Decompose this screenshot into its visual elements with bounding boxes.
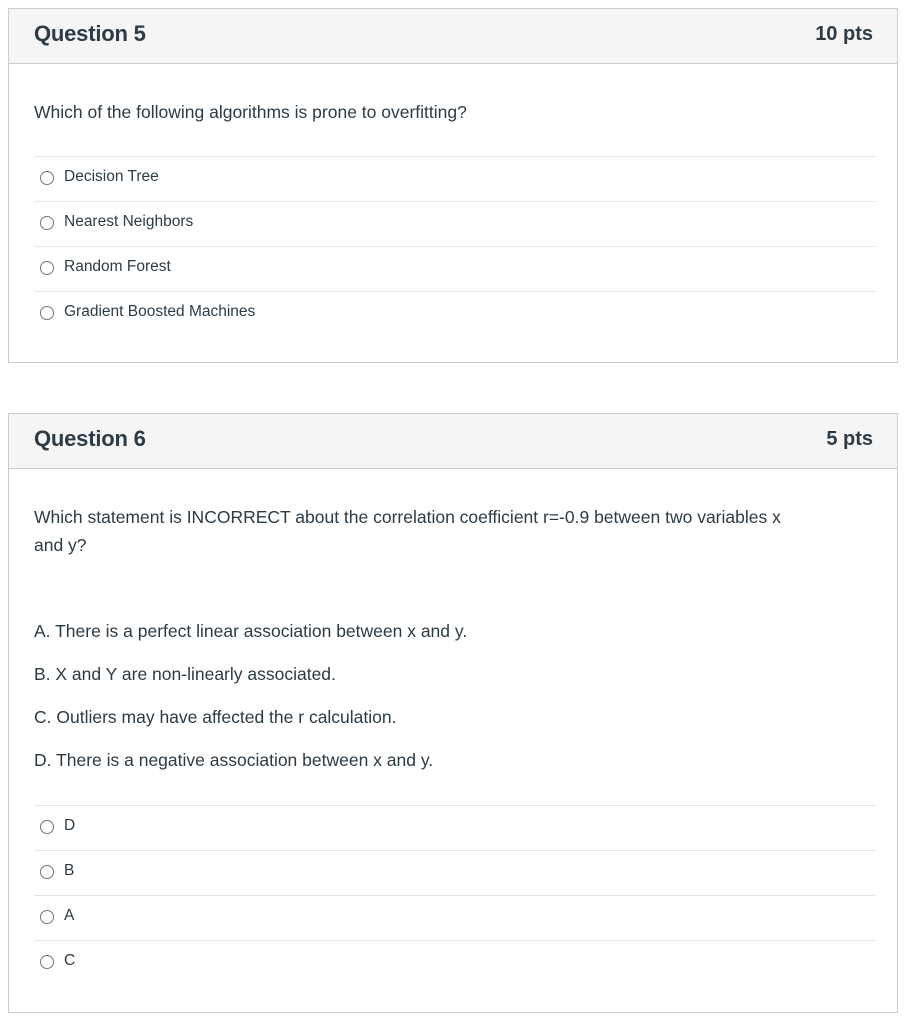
answer-label: Decision Tree bbox=[64, 168, 159, 185]
question-6-prompt-line-1: Which statement is INCORRECT about the correlation coefficient r=-0.9 between two variables x bbox=[34, 507, 781, 527]
statement-d: D. There is a negative association between x and y. bbox=[34, 750, 434, 770]
question-6-prompt-line-2: and y? bbox=[34, 535, 87, 555]
question-6-title: Question 6 bbox=[34, 426, 146, 451]
statement-c: C. Outliers may have affected the r calculation. bbox=[34, 707, 397, 727]
radio-unselected-icon[interactable] bbox=[40, 261, 54, 275]
answer-option[interactable] bbox=[34, 246, 876, 291]
answer-option[interactable] bbox=[34, 201, 876, 246]
statement-b: B. X and Y are non-linearly associated. bbox=[34, 664, 336, 684]
answer-option[interactable] bbox=[34, 156, 876, 201]
answer-label: D bbox=[64, 817, 76, 834]
radio-unselected-icon[interactable] bbox=[40, 306, 54, 320]
answer-label: Gradient Boosted Machines bbox=[64, 303, 256, 320]
answer-option[interactable] bbox=[34, 805, 876, 850]
radio-unselected-icon[interactable] bbox=[40, 820, 54, 834]
radio-unselected-icon[interactable] bbox=[40, 171, 54, 185]
question-5-points: 10 pts bbox=[815, 23, 873, 45]
answer-label: B bbox=[64, 862, 75, 879]
question-6-card bbox=[8, 413, 898, 1013]
question-6-answers bbox=[34, 805, 876, 985]
radio-unselected-icon[interactable] bbox=[40, 910, 54, 924]
radio-unselected-icon[interactable] bbox=[40, 955, 54, 969]
question-5-title: Question 5 bbox=[34, 21, 146, 46]
question-6-points: 5 pts bbox=[826, 428, 873, 450]
answer-option[interactable] bbox=[34, 850, 876, 895]
radio-unselected-icon[interactable] bbox=[40, 216, 54, 230]
question-5-card bbox=[8, 8, 898, 363]
radio-unselected-icon[interactable] bbox=[40, 865, 54, 879]
answer-label: Random Forest bbox=[64, 258, 171, 275]
answer-option[interactable] bbox=[34, 895, 876, 940]
question-5-header bbox=[9, 9, 897, 64]
answer-option[interactable] bbox=[34, 291, 876, 336]
answer-option[interactable] bbox=[34, 940, 876, 985]
answer-label: C bbox=[64, 952, 76, 969]
question-5-prompt: Which of the following algorithms is prone to overfitting? bbox=[34, 102, 467, 122]
question-5-answers bbox=[34, 156, 876, 336]
answer-label: A bbox=[64, 907, 75, 924]
answer-label: Nearest Neighbors bbox=[64, 213, 194, 230]
question-6-header bbox=[9, 414, 897, 469]
question-6-prompt bbox=[34, 503, 781, 559]
statement-a: A. There is a perfect linear association between x and y. bbox=[34, 621, 468, 641]
